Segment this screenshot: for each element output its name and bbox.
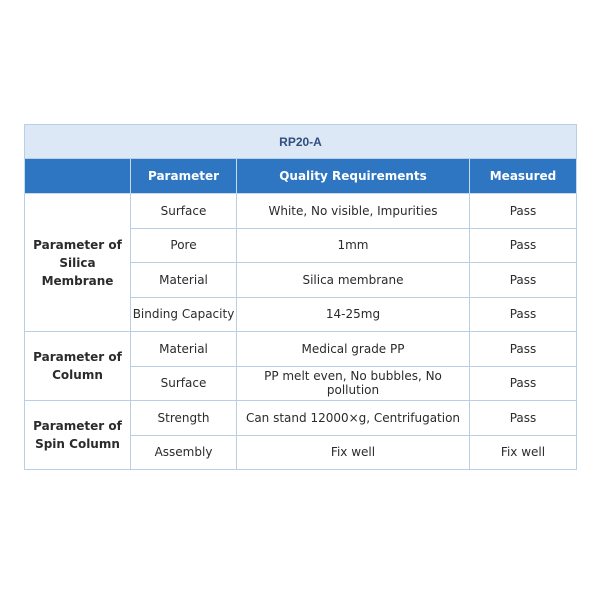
requirement-cell: 1mm xyxy=(237,228,470,263)
measured-cell: Pass xyxy=(470,228,577,263)
group-label-line: Silica Membrane xyxy=(41,255,114,288)
parameter-cell: Pore xyxy=(131,228,237,263)
table-row xyxy=(25,401,577,436)
table-row xyxy=(25,194,577,229)
parameter-cell: Surface xyxy=(131,366,237,401)
group-label-line: Parameter of xyxy=(33,237,122,252)
quality-spec-table xyxy=(24,124,577,470)
parameter-cell: Assembly xyxy=(131,435,237,470)
requirement-cell: Silica membrane xyxy=(237,263,470,298)
parameter-cell: Material xyxy=(131,263,237,298)
requirement-cell: 14-25mg xyxy=(237,297,470,332)
measured-cell: Pass xyxy=(470,194,577,229)
requirement-cell: PP melt even, No bubbles, No pollution xyxy=(237,366,470,401)
header-quality-requirements: Quality Requirements xyxy=(237,159,470,194)
measured-cell: Fix well xyxy=(470,435,577,470)
table-row xyxy=(25,332,577,367)
measured-cell: Pass xyxy=(470,366,577,401)
measured-cell: Pass xyxy=(470,401,577,436)
group-label-line: Column xyxy=(52,368,103,382)
requirement-cell: Can stand 12000×g, Centrifugation xyxy=(237,401,470,436)
header-measured: Measured xyxy=(470,159,577,194)
requirement-cell: White, No visible, Impurities xyxy=(237,194,470,229)
measured-cell: Pass xyxy=(470,332,577,367)
table-header-row xyxy=(25,159,577,194)
group-label-line: Spin Column xyxy=(35,437,120,451)
requirement-cell: Fix well xyxy=(237,435,470,470)
measured-cell: Pass xyxy=(470,297,577,332)
group-label-column xyxy=(25,332,131,401)
table-title: RP20-A xyxy=(25,125,577,159)
parameter-cell: Material xyxy=(131,332,237,367)
group-label-spin-column xyxy=(25,401,131,470)
group-label-line: Parameter of xyxy=(33,350,122,364)
group-label-line: Parameter of xyxy=(33,419,122,433)
parameter-cell: Surface xyxy=(131,194,237,229)
measured-cell: Pass xyxy=(470,263,577,298)
header-empty-cell xyxy=(25,159,131,194)
table-title-row xyxy=(25,125,577,159)
requirement-cell: Medical grade PP xyxy=(237,332,470,367)
group-label-silica-membrane xyxy=(25,194,131,332)
header-parameter: Parameter xyxy=(131,159,237,194)
parameter-cell: Strength xyxy=(131,401,237,436)
parameter-cell: Binding Capacity xyxy=(131,297,237,332)
